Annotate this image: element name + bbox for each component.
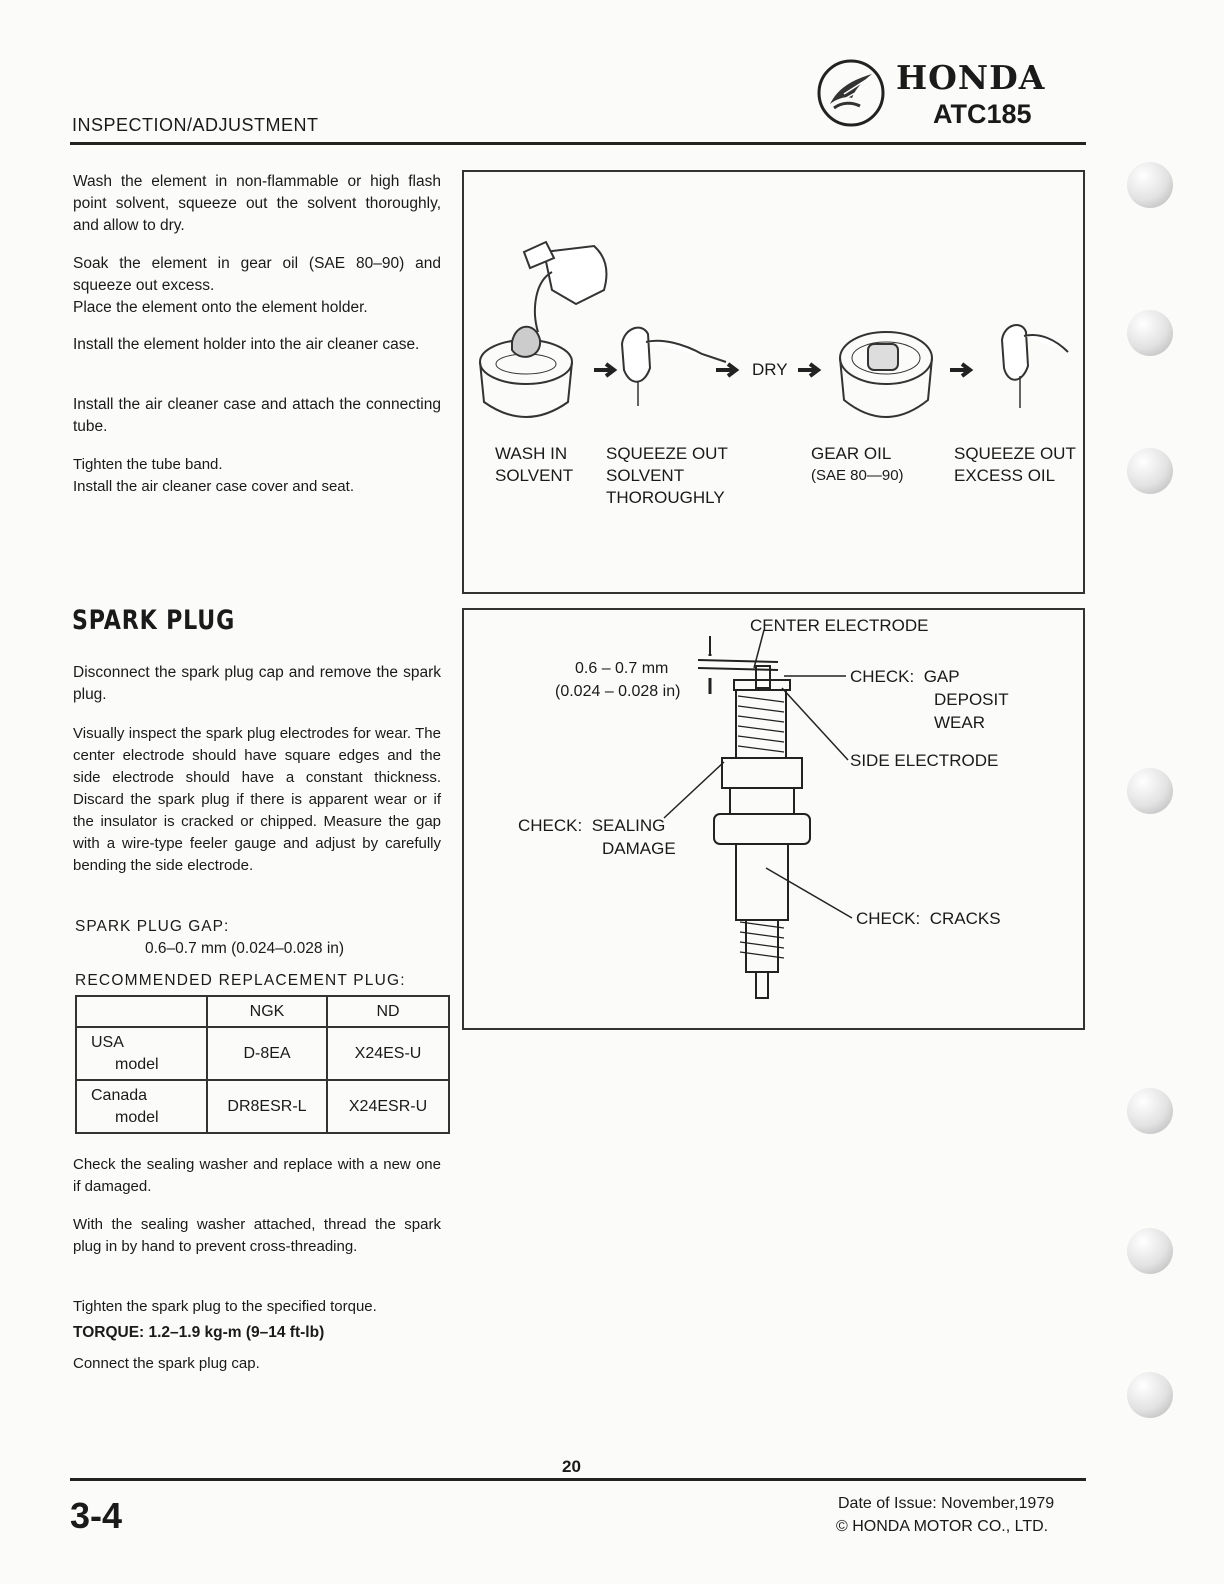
table-cell-ngk: D-8EA [207,1027,327,1080]
intro-para-holder: Install the element holder into the air cleaner case. [73,336,420,353]
spark-para-thread: With the sealing washer attached, thread the spark plug in by hand to prevent cross-threading. [73,1216,441,1255]
sheet-number: 20 [562,1457,581,1476]
table-row [76,1080,449,1133]
squeeze-hand-icon [622,328,726,406]
table-header-cell [76,996,207,1027]
intro-para-case: Install the air cleaner case and attach the connecting tube. [73,396,441,435]
table-cell-nd: X24ES-U [327,1027,449,1080]
binder-hole-dot [1127,1088,1173,1134]
table-header-cell: NGK [207,996,327,1027]
check-gap-callout: CHECK: GAP [850,667,960,686]
check-deposit-label: DEPOSIT [934,690,1009,709]
check-damage-label: DAMAGE [602,839,676,858]
arrow-icon [594,364,614,376]
table-header-cell: ND [327,996,449,1027]
caption-wash: WASH IN SOLVENT [495,444,574,485]
check-sealing-callout: CHECK: SEALING [518,816,666,835]
arrow-icon [716,364,736,376]
caption-squeeze-solvent: SQUEEZE OUT SOLVENT THOROUGHLY [606,444,728,507]
callout-lines [664,630,852,918]
spark-plug-figure [462,608,1085,1030]
section-title-spark-plug: SPARK PLUG [72,605,236,636]
table-cell-ngk: DR8ESR-L [207,1080,327,1133]
spark-para-connect: Connect the spark plug cap. [73,1355,260,1372]
spark-plug-gap-label: SPARK PLUG GAP: [75,918,230,935]
issue-date: Date of Issue: November,1979 [838,1495,1055,1512]
cleaning-figure [462,170,1085,594]
caption-squeeze-excess: SQUEEZE OUT EXCESS OIL [954,444,1076,485]
arrow-icon [798,364,818,376]
binder-hole-dot [1127,162,1173,208]
intro-para-band: Tighten the tube band. Install the air cleaner case cover and seat. [73,456,354,495]
side-electrode-label: SIDE ELECTRODE [850,751,999,770]
binder-hole-dot [1127,310,1173,356]
solvent-pan-icon [480,327,572,417]
footer-rule [70,1478,1086,1481]
honda-wing-logo-icon [816,58,886,128]
page-number: 3-4 [70,1495,123,1536]
check-wear-label: WEAR [934,713,985,732]
recommended-plug-label: RECOMMENDED REPLACEMENT PLUG: [75,972,406,989]
section-header: INSPECTION/ADJUSTMENT [72,115,319,135]
table-row-label: USA model [76,1027,207,1080]
binder-hole-dot [1127,448,1173,494]
binder-hole-dot [1127,1372,1173,1418]
gap-mm-label: 0.6 – 0.7 mm [575,660,669,677]
dry-label: DRY [752,360,788,379]
spark-para-tighten: Tighten the spark plug to the specified torque. [73,1298,377,1315]
torque-spec: TORQUE: 1.2–1.9 kg-m (9–14 ft-lb) [73,1324,325,1341]
caption-gear-oil: GEAR OIL (SAE 80—90) [811,444,904,484]
table-row [76,1027,449,1080]
intro-para-wash: Wash the element in non-flammable or high flash point solvent, squeeze out the solvent thoroughly, and allow to dry. [73,173,441,234]
table-header-row [76,996,449,1027]
table-cell-nd: X24ESR-U [327,1080,449,1133]
spark-plug-gap-value: 0.6–0.7 mm (0.024–0.028 in) [145,940,345,957]
header-rule [70,142,1086,145]
spark-para-disconnect: Disconnect the spark plug cap and remove the spark plug. [73,664,441,703]
replacement-plug-table [75,995,450,1134]
copyright: © HONDA MOTOR CO., LTD. [836,1518,1049,1535]
gear-oil-pan-icon [840,332,932,417]
intro-para-soak: Soak the element in gear oil (SAE 80–90) and squeeze out excess. Place the element onto the element holder. [73,255,441,316]
spark-para-inspect: Visually inspect the spark plug electrodes for wear. The center electrode should have square edges and the side electrode should have a constant thickness. Discard the spark plug if there is apparent wear or if the insulator is cracked or chipped. Measure the gap with a wire-type feeler gauge and adjust by carefully bending the side electrode. [73,725,441,874]
cleaning-illustration [464,172,1083,592]
model-name: ATC185 [933,99,1032,129]
gap-in-label: (0.024 – 0.028 in) [555,683,681,700]
center-electrode-label: CENTER ELECTRODE [750,616,929,635]
check-cracks-callout: CHECK: CRACKS [856,909,1001,928]
squeeze-hand-icon [1002,325,1068,408]
brand-name: HONDA [896,58,1046,97]
gear-oil-can-icon [524,242,606,332]
binder-hole-dot [1127,1228,1173,1274]
spark-para-washer: Check the sealing washer and replace with a new one if damaged. [73,1156,441,1195]
arrow-icon [950,364,970,376]
spark-plug-icon [698,636,810,998]
table-row-label: Canada model [76,1080,207,1133]
binder-hole-dot [1127,768,1173,814]
